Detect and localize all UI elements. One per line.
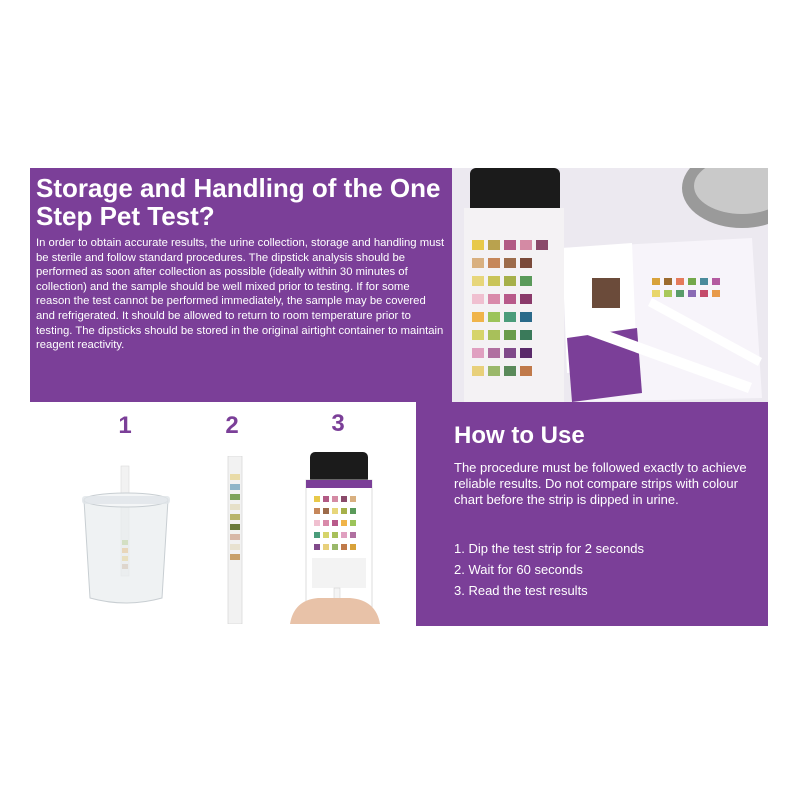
- storage-body-text: In order to obtain accurate results, the urine collection, storage and handling must be sterile and follow standard procedures. The dipstick analysis should be performed as soon after collection as possible (ideally within 30 minutes of collection) and the sample should be well mixed prior to testing. If for some reason the test cannot be performed immediately, the sample may be covered and refrigerated. It should be allowed to return to room temperature prior to testing. The dipsticks should be stored in the original airtight container to maintain reagent reactivity.: [36, 237, 445, 352]
- storage-title: Storage and Handling of the One Step Pet Test?: [36, 173, 441, 231]
- how-to-use-title: How to Use: [454, 422, 585, 449]
- step-item: 1. Dip the test strip for 2 seconds: [454, 541, 645, 556]
- step-item: 3. Read the test results: [454, 583, 588, 598]
- storage-panel: [30, 168, 452, 402]
- step-number-1: 1: [118, 412, 132, 439]
- step-number-2: 2: [225, 412, 239, 439]
- product-photo: [452, 168, 768, 402]
- how-to-use-panel: [416, 402, 768, 626]
- bottle-illustration: [290, 448, 380, 629]
- step-item: 2. Wait for 60 seconds: [454, 562, 583, 577]
- how-to-use-body-text: The procedure must be followed exactly to achieve reliable results. Do not compare strips with colour chart before the strip is dipped in urine.: [454, 460, 747, 507]
- urine-cup-illustration: [76, 460, 176, 615]
- steps-list: [454, 538, 644, 601]
- test-strip-illustration: [224, 456, 246, 629]
- step-number-3: 3: [331, 410, 345, 437]
